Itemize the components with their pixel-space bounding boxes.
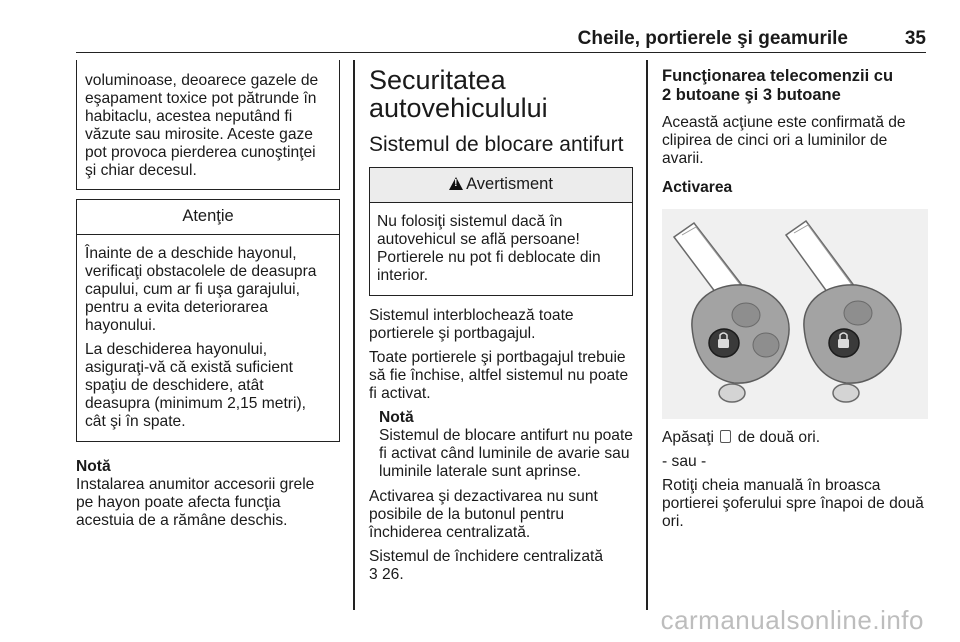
section-heading: Securitatea autovehiculului [369, 65, 548, 123]
note-block [369, 409, 633, 481]
danger-text: voluminoase, deoarece gazele de eşapament toxice pot pătrunde în habitaclu, acestea neputând fi văzute sau mirosite. Aceste gaze pot provoca pierderea cunoştinţei şi chiar decesul. [85, 72, 319, 179]
subsection-heading: Sistemul de blocare antifurt [369, 133, 624, 156]
body-paragraph: Această acţiune este confirmată de clipirea de cinci ori a luminilor de avarii. [662, 114, 906, 167]
body-paragraph: Sistemul de închidere centralizată 3 26. [369, 548, 604, 583]
caution-text: Înainte de a deschide hayonul, verificaţi obstacolele de deasupra capului, cum ar fi uşa garajului, pentru a evita deteriorarea hayonului. [85, 245, 317, 334]
danger-box-continued [76, 60, 340, 190]
caution-title: Atenţie [77, 200, 339, 235]
note-text: Instalarea anumitor accesorii grele pe hayon poate afecta funcţia acestuia de a rămâne deschis. [76, 476, 315, 529]
warning-title: !Avertisment [370, 168, 632, 203]
activation-label: Activarea [662, 179, 733, 196]
column-divider [353, 60, 355, 610]
column-right [662, 60, 930, 531]
warning-triangle-icon [449, 177, 463, 190]
column-divider [646, 60, 648, 610]
column-left [76, 60, 340, 530]
warning-box [369, 167, 633, 296]
key-fob-illustration [662, 209, 928, 419]
body-paragraph: Toate portierele şi portbagajul trebuie să fie închise, altfel sistemul nu poate fi activat. [369, 349, 629, 402]
note-text: Sistemul de blocare antifurt nu poate fi activat când luminile de avarie sau luminile laterale sunt aprinse. [379, 427, 633, 480]
page-reference-link[interactable]: 3 26. [369, 566, 404, 583]
note-title: Notă [76, 458, 111, 475]
body-paragraph: Apăsaţi de două ori. [662, 429, 821, 446]
caution-text: La deschiderea hayonului, asiguraţi-vă că există suficient spaţiu de deschidere, atât deasupra (minimum 2,15 metri), cât şi în spate. [85, 341, 306, 430]
topic-heading: Funcţionarea telecomenzii cu 2 butoane şi 3 butoane [662, 67, 894, 104]
caution-box [76, 199, 340, 442]
body-paragraph: Sistemul interblochează toate portierele şi portbagajul. [369, 307, 574, 342]
or-separator: - sau - [662, 453, 707, 470]
warning-text: Nu folosiţi sistemul dacă în autovehicul se află persoane! Portierele nu pot fi deblocate din interior. [377, 213, 601, 284]
note-block [76, 458, 340, 530]
watermark: carmanualsonline.info [660, 605, 924, 635]
column-middle [369, 60, 633, 584]
note-title: Notă [379, 409, 414, 426]
lock-button-icon [720, 430, 731, 443]
page-number: 35 [904, 28, 926, 49]
body-paragraph: Rotiţi cheia manuală în broasca portierei şoferului spre înapoi de două ori. [662, 477, 924, 530]
chapter-title: Cheile, portierele şi geamurile [577, 28, 848, 49]
page-header [76, 26, 926, 53]
body-paragraph: Activarea şi dezactivarea nu sunt posibile de la butonul pentru închiderea centralizată. [369, 488, 598, 541]
